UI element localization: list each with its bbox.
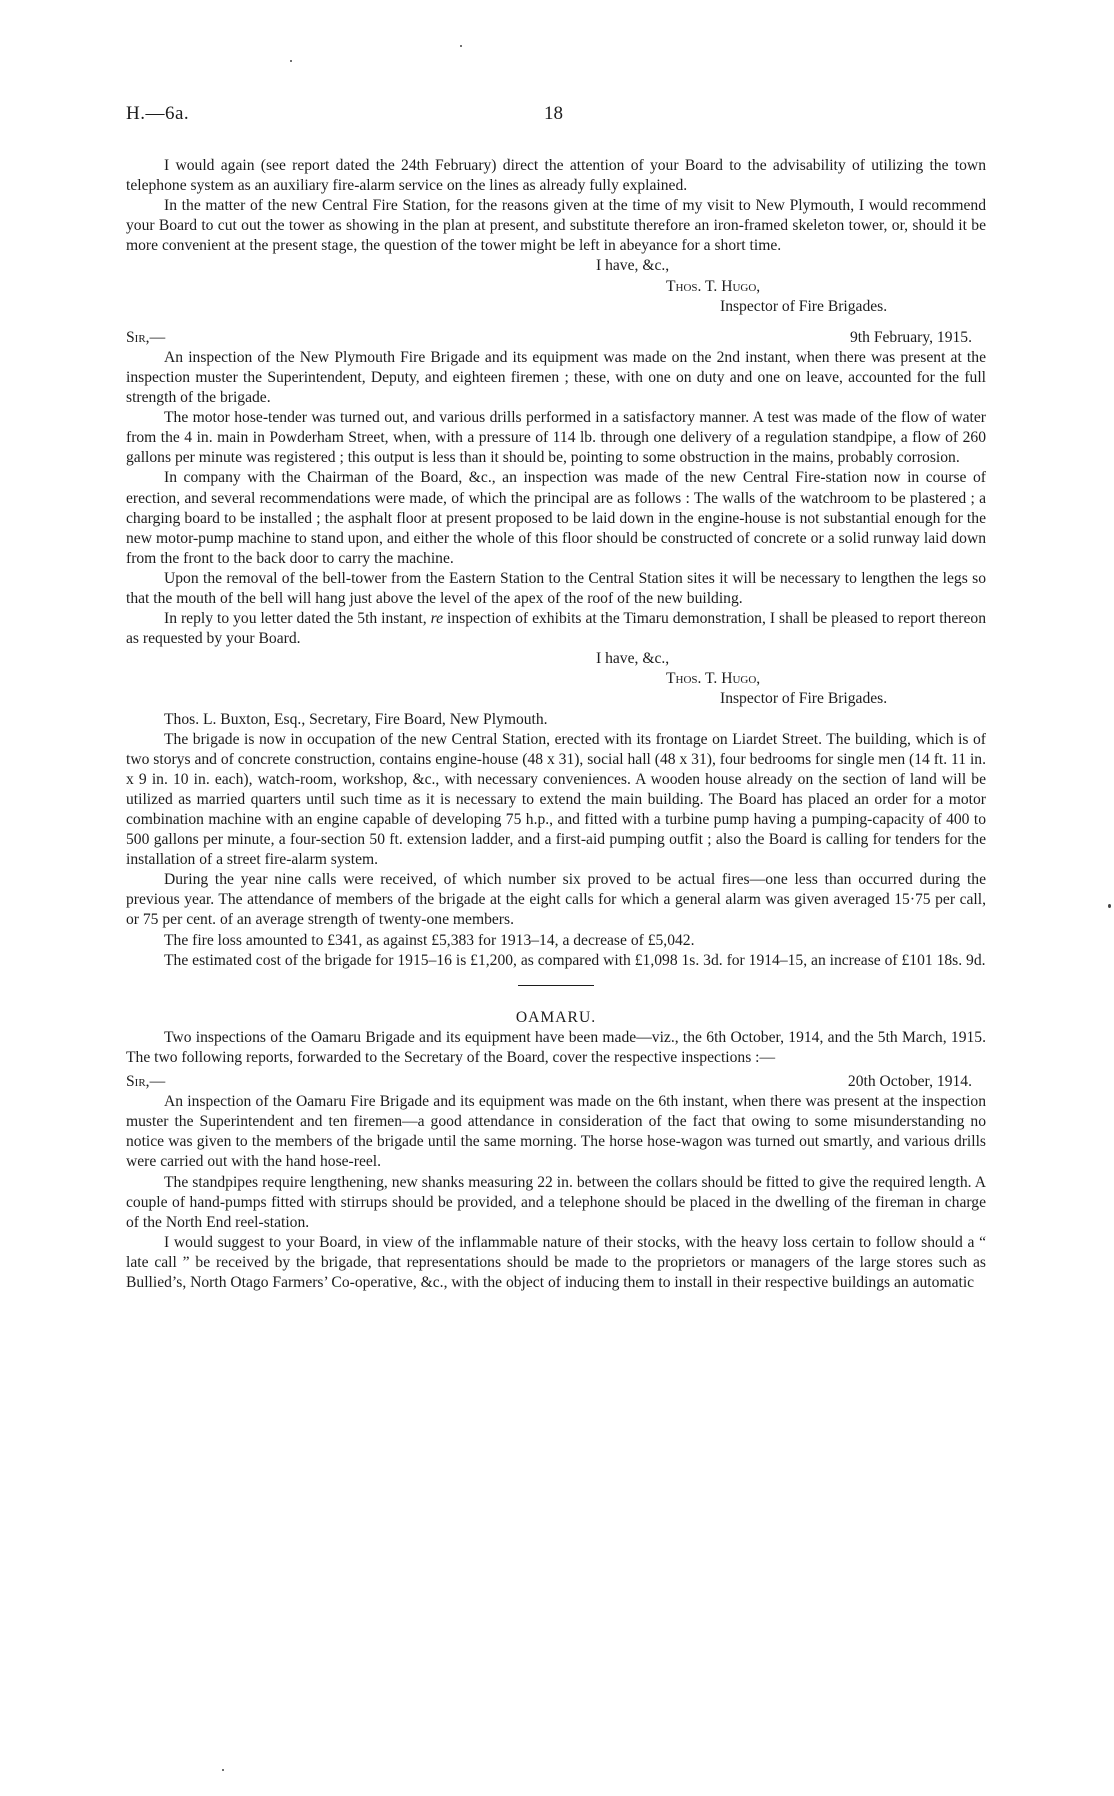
section-divider bbox=[518, 985, 594, 986]
paragraph: Upon the removal of the bell-tower from the Eastern Station to the Central Station sites it will be necessary to lengthen the legs so that the mouth of the bell will hang just above the level of the apex of the roof of the new building. bbox=[126, 569, 986, 607]
salutation: Sir,— bbox=[126, 328, 166, 346]
letter-date: 9th February, 1915. bbox=[850, 328, 972, 346]
scan-speck bbox=[460, 45, 462, 47]
addressee: Thos. L. Buxton, Esq., Secretary, Fire Board, New Plymouth. bbox=[164, 710, 548, 728]
paragraph: In company with the Chairman of the Board, &c., an inspection was made of the new Central Fire-station now in course of erection, and several recommendations were made, of which the principal are as follows : The walls of the watchroom to be plastered ; a charging board to be installed ; the asphalt floor at present proposed to be laid down in the engine-house is not substantial enough for the new motor-pump machine to stand upon, and either the whole of this floor should be constructed of concrete or a solid runway laid down from the front to the back door to carry the machine. bbox=[126, 469, 986, 567]
salutation-line bbox=[126, 328, 986, 348]
signatory: Thos. T. Hugo, bbox=[666, 670, 761, 688]
scan-speck bbox=[222, 1769, 224, 1771]
page-body bbox=[126, 156, 986, 1293]
page-header bbox=[126, 103, 986, 131]
closing: I have, &c., bbox=[596, 257, 670, 275]
letter-2 bbox=[126, 328, 986, 730]
paragraph: In the matter of the new Central Fire Station, for the reasons given at the time of my visit to New Plymouth, I would recommend your Board to cut out the tower as showing in the plan at present, and substitute therefore an iron-framed skeleton tower, or, should it be more convenient at the present stage, the question of the tower might be left in abeyance for a short time. bbox=[126, 197, 986, 255]
paragraph: The motor hose-tender was turned out, and various drills performed in a satisfactory manner. A test was made of the flow of water from the 4 in. main in Powderham Street, when, with a pressure of 114 lb. through one delivery of a regulation standpipe, a flow of 260 gallons per minute was registered ; this output is less than it should be, pointing to some obstruction in the mains, probably corrosion. bbox=[126, 409, 986, 467]
signatory-title: Inspector of Fire Brigades. bbox=[720, 297, 888, 315]
scan-speck bbox=[1108, 904, 1111, 908]
reply-text: inspection of exhibits at the Timaru demonstration, I shall be pleased to report thereon as requested by your Board. bbox=[126, 610, 986, 648]
paragraph: I would suggest to your Board, in view of the inflammable nature of their stocks, with the heavy loss certain to follow should a “ late call ” be received by the brigade, that representations should be made to the proprietors or managers of the large stores such as Bullied’s, North Otago Farmers’ Co-operative, &c., with the object of inducing them to install in their respective buildings an automatic bbox=[126, 1233, 986, 1291]
paragraph: An inspection of the Oamaru Fire Brigade and its equipment was made on the 6th instant, when there was present at the inspection muster the Superintendent and ten firemen—a good attendance in consideration of the fact that owing to some misunderstanding no notice was given to the members of the brigade until the same morning. The horse hose-wagon was turned out smartly, and various drills were carried out with the hand hose-reel. bbox=[126, 1093, 986, 1171]
paragraph: The brigade is now in occupation of the new Central Station, erected with its frontage on Liardet Street. The building, which is of two storys and of concrete construction, contains engine-house (48 x 31), social hall (48 x 31), four bedrooms for single men (14 ft. 11 in. x 9 in. 10 in. each), watch-room, workshop, &c., with necessary conveniences. A wooden house already on the section of land will be utilized as married quarters until such time as it is necessary to extend the main building. The Board has placed an order for a motor combination machine with an engine capable of developing 75 h.p., and fitted with a turbine pump having a pumping-capacity of 400 to 500 gallons per minute, a four-section 50 ft. extension ladder, and a first-aid pumping outfit ; also the Board is calling for tenders for the installation of a street fire-alarm system. bbox=[126, 730, 986, 869]
reply-text: In reply to you letter dated the 5th instant, bbox=[164, 610, 427, 628]
paragraph: During the year nine calls were received, of which number six proved to be actual fires—one less than occurred during the previous year. The attendance of members of the brigade at the eight calls for which a general alarm was given averaged 15·75 per call, or 75 per cent. of an average strength of twenty-one members. bbox=[126, 871, 986, 929]
signatory-title: Inspector of Fire Brigades. bbox=[720, 690, 888, 708]
paragraph bbox=[126, 609, 986, 649]
signatory: Thos. T. Hugo, bbox=[666, 277, 761, 295]
salutation-line bbox=[126, 1072, 986, 1092]
scan-speck bbox=[290, 60, 292, 62]
paragraph: The fire loss amounted to £341, as against £5,383 for 1913–14, a decrease of £5,042. bbox=[164, 931, 695, 949]
paragraph: The standpipes require lengthening, new shanks measuring 22 in. between the collars should be fitted to give the required length. A couple of hand-pumps fitted with stirrups should be provided, and a telephone should be placed in the dwelling of the fireman in charge of the North End reel-station. bbox=[126, 1173, 986, 1231]
paragraph: An inspection of the New Plymouth Fire Brigade and its equipment was made on the 2nd instant, when there was present at the inspection muster the Superintendent, Deputy, and eighteen firemen ; these, with one on duty and one on leave, accounted for the full strength of the brigade. bbox=[126, 348, 986, 407]
letter-date: 20th October, 1914. bbox=[847, 1073, 972, 1091]
reply-italic: re bbox=[430, 610, 444, 628]
letter-1 bbox=[126, 156, 986, 317]
paragraph: I would again (see report dated the 24th February) direct the attention of your Board to the advisability of utilizing the town telephone system as an auxiliary fire-alarm service on the lines as already fully explained. bbox=[126, 157, 986, 195]
paragraph: Two inspections of the Oamaru Brigade and its equipment have been made—viz., the 6th October, 1914, and the 5th March, 1915. The two following reports, forwarded to the Secretary of the Board, cover the respective inspections :— bbox=[126, 1028, 986, 1066]
section-heading: OAMARU. bbox=[515, 1008, 597, 1026]
new-plymouth-summary bbox=[126, 730, 986, 971]
salutation: Sir,— bbox=[126, 1073, 166, 1091]
paragraph: The estimated cost of the brigade for 1915–16 is £1,200, as compared with £1,098 1s. 3d. for 1914–15, an increase of £101 18s. 9d. bbox=[164, 951, 986, 969]
page-number: 18 bbox=[544, 103, 563, 124]
closing: I have, &c., bbox=[596, 650, 670, 668]
document-reference: H.—6a. bbox=[126, 103, 190, 124]
oamaru-section bbox=[126, 1008, 986, 1293]
